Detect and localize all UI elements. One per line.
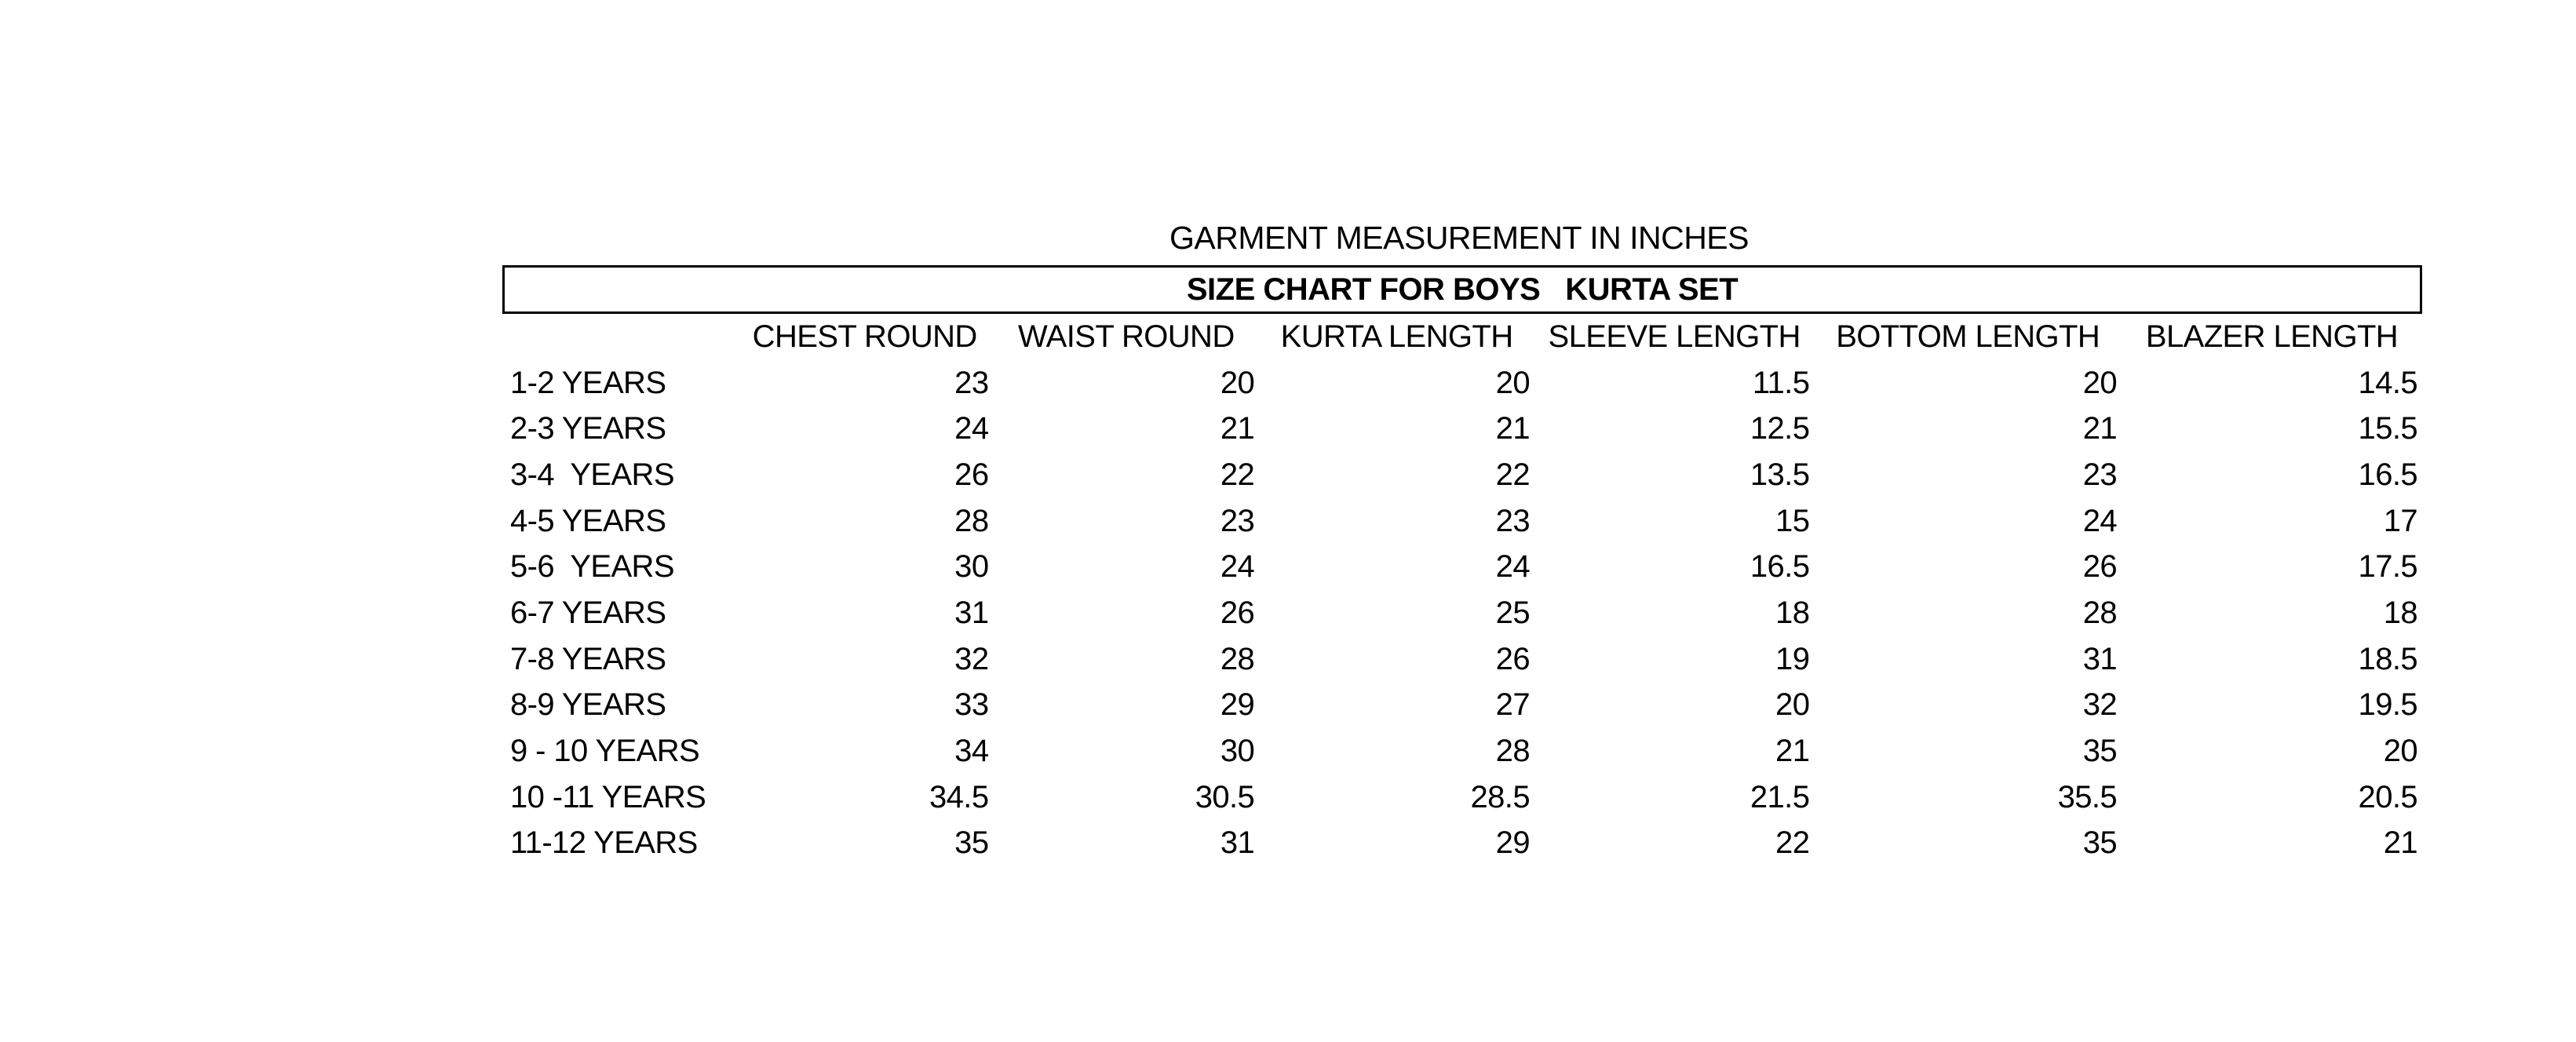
- row-label-size: 11-12 YEARS: [510, 825, 698, 861]
- header-cell-size: [502, 314, 736, 360]
- cell-chest-round: 32: [954, 641, 989, 676]
- size-chart-table: [502, 314, 2422, 866]
- cell-chest-round: 23: [954, 365, 989, 400]
- cell-kurta-length: 25: [1495, 595, 1530, 630]
- cell-kurta-length: 28.5: [1470, 779, 1530, 814]
- cell-chest-round: 33: [954, 687, 989, 723]
- cell-sleeve-length: 18: [1775, 595, 1810, 630]
- cell-bottom-length: 21: [2082, 411, 2118, 446]
- size-chart-title: SIZE CHART FOR BOYS KURTA SET: [502, 265, 2422, 314]
- cell-waist-round: 29: [1220, 687, 1255, 723]
- cell-waist-round: 23: [1220, 503, 1255, 538]
- cell-kurta-length: 21: [1495, 411, 1530, 446]
- cell-waist-round: 21: [1220, 411, 1255, 446]
- cell-chest-round: 30: [954, 549, 989, 585]
- table-row: [502, 360, 2422, 406]
- cell-kurta-length: 26: [1495, 641, 1530, 676]
- cell-sleeve-length: 15: [1775, 503, 1810, 538]
- cell-chest-round: 34.5: [929, 779, 989, 814]
- cell-chest-round: 26: [954, 457, 989, 492]
- row-label-size: 10 -11 YEARS: [510, 779, 706, 814]
- cell-kurta-length: 27: [1495, 687, 1530, 723]
- cell-bottom-length: 26: [2082, 549, 2118, 585]
- row-label-size: 3-4 YEARS: [510, 457, 674, 492]
- cell-chest-round: 35: [954, 825, 989, 861]
- table-row: [502, 821, 2422, 867]
- header-row: [502, 314, 2422, 360]
- cell-blazer-length: 20: [2383, 734, 2417, 769]
- cell-bottom-length: 20: [2082, 365, 2118, 400]
- cell-blazer-length: 20.5: [2358, 779, 2417, 814]
- cell-sleeve-length: 19: [1775, 641, 1810, 676]
- cell-sleeve-length: 21: [1775, 734, 1810, 769]
- cell-blazer-length: 15.5: [2358, 411, 2417, 446]
- cell-blazer-length: 18.5: [2358, 641, 2417, 676]
- cell-chest-round: 24: [954, 411, 989, 446]
- cell-sleeve-length: 21.5: [1750, 779, 1810, 814]
- row-label-size: 6-7 YEARS: [510, 595, 666, 630]
- cell-bottom-length: 23: [2082, 457, 2118, 492]
- caption-text: GARMENT MEASUREMENT IN INCHES: [1169, 220, 1749, 256]
- cell-chest-round: 34: [954, 734, 989, 769]
- cell-kurta-length: 23: [1495, 503, 1530, 538]
- cell-kurta-length: 28: [1495, 734, 1530, 769]
- row-label-size: 4-5 YEARS: [510, 503, 666, 538]
- cell-blazer-length: 17.5: [2358, 549, 2417, 585]
- cell-sleeve-length: 20: [1775, 687, 1810, 723]
- cell-blazer-length: 17: [2383, 503, 2417, 538]
- cell-bottom-length: 35: [2082, 825, 2118, 861]
- cell-waist-round: 26: [1220, 595, 1255, 630]
- cell-blazer-length: 16.5: [2358, 457, 2417, 492]
- row-label-size: 2-3 YEARS: [510, 411, 666, 446]
- table-body: [502, 360, 2422, 867]
- table-row: [502, 683, 2422, 729]
- table-row: [502, 498, 2422, 545]
- cell-blazer-length: 18: [2383, 595, 2417, 630]
- cell-blazer-length: 21: [2383, 825, 2417, 861]
- cell-bottom-length: 24: [2082, 503, 2118, 538]
- cell-sleeve-length: 12.5: [1750, 411, 1810, 446]
- row-label-size: 1-2 YEARS: [510, 365, 666, 400]
- table-row: [502, 636, 2422, 683]
- table-row: [502, 774, 2422, 821]
- row-label-size: 7-8 YEARS: [510, 641, 666, 676]
- cell-sleeve-length: 22: [1775, 825, 1810, 861]
- cell-kurta-length: 29: [1495, 825, 1530, 861]
- cell-blazer-length: 14.5: [2358, 365, 2417, 400]
- cell-waist-round: 20: [1220, 365, 1255, 400]
- cell-bottom-length: 31: [2082, 641, 2118, 676]
- table-row: [502, 406, 2422, 452]
- header-cell-sleeve-length: SLEEVE LENGTH: [1548, 319, 1801, 354]
- header-cell-chest-round: CHEST ROUND: [752, 319, 977, 354]
- table-row: [502, 544, 2422, 590]
- cell-kurta-length: 20: [1495, 365, 1530, 400]
- cell-bottom-length: 32: [2082, 687, 2118, 723]
- cell-kurta-length: 22: [1495, 457, 1530, 492]
- header-cell-waist-round: WAIST ROUND: [1018, 319, 1235, 354]
- cell-sleeve-length: 13.5: [1750, 457, 1810, 492]
- measurement-caption: [502, 218, 2422, 257]
- table-row: [502, 728, 2422, 774]
- table-row: [502, 590, 2422, 636]
- table-row: [502, 452, 2422, 498]
- cell-chest-round: 31: [954, 595, 989, 630]
- header-cell-kurta-length: KURTA LENGTH: [1280, 319, 1513, 354]
- cell-sleeve-length: 16.5: [1750, 549, 1810, 585]
- cell-waist-round: 28: [1220, 641, 1255, 676]
- cell-kurta-length: 24: [1495, 549, 1530, 585]
- cell-bottom-length: 35.5: [2057, 779, 2118, 814]
- row-label-size: 9 - 10 YEARS: [510, 734, 700, 769]
- cell-bottom-length: 28: [2082, 595, 2118, 630]
- cell-waist-round: 31: [1220, 825, 1255, 861]
- cell-bottom-length: 35: [2082, 734, 2118, 769]
- cell-waist-round: 30.5: [1195, 779, 1255, 814]
- cell-chest-round: 28: [954, 503, 989, 538]
- header-cell-blazer-length: BLAZER LENGTH: [2145, 319, 2399, 354]
- cell-waist-round: 30: [1220, 734, 1255, 769]
- cell-sleeve-length: 11.5: [1752, 365, 1810, 400]
- cell-blazer-length: 19.5: [2358, 687, 2417, 723]
- row-label-size: 5-6 YEARS: [510, 549, 674, 585]
- cell-waist-round: 24: [1220, 549, 1255, 585]
- cell-waist-round: 22: [1220, 457, 1255, 492]
- header-cell-bottom-length: BOTTOM LENGTH: [1836, 319, 2100, 354]
- row-label-size: 8-9 YEARS: [510, 687, 666, 723]
